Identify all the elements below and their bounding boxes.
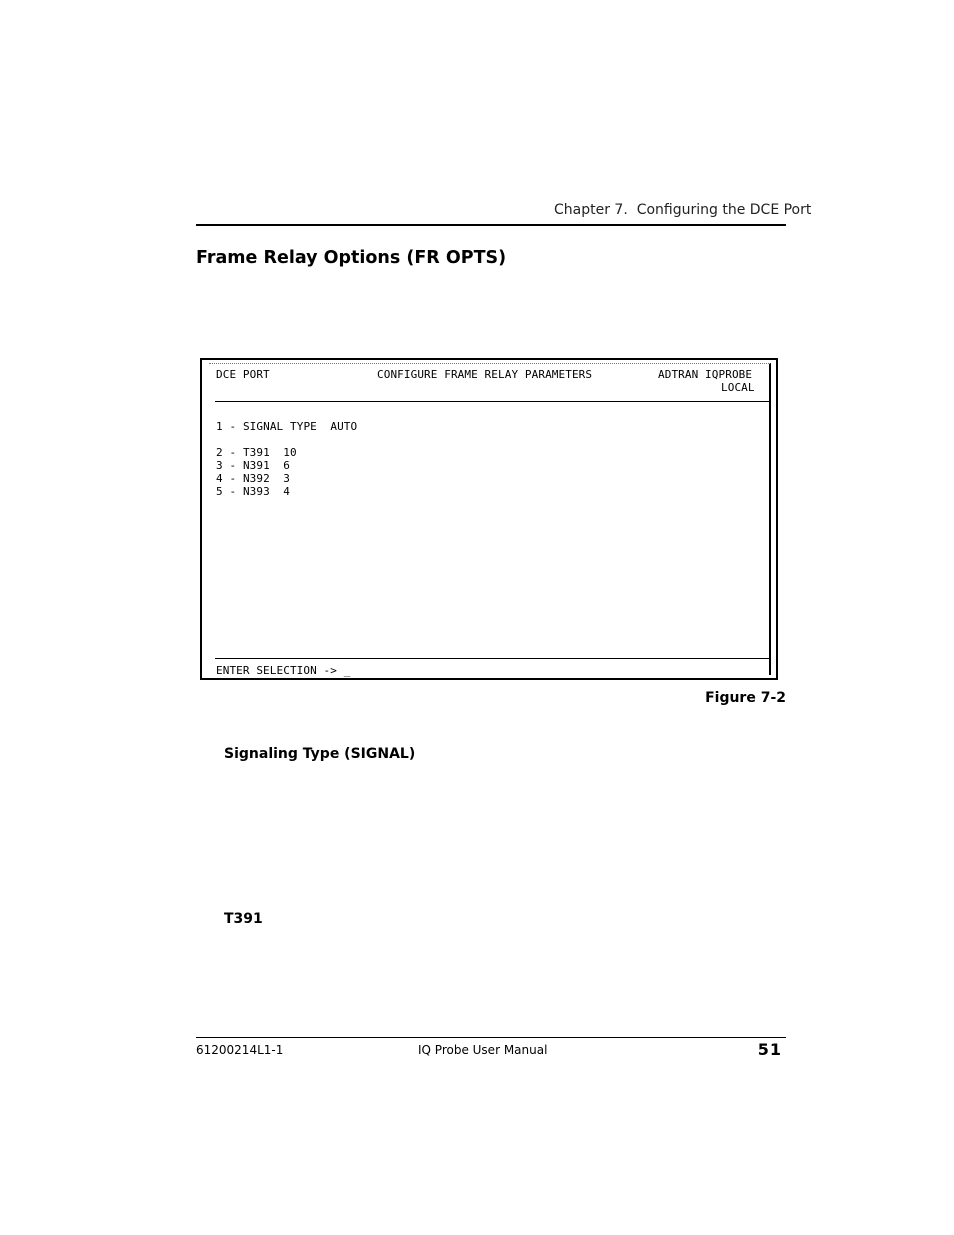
selection-prompt: ENTER SELECTION -> _ xyxy=(216,664,351,677)
running-header xyxy=(554,202,812,218)
footer-divider xyxy=(196,1037,786,1038)
terminal-frame xyxy=(209,363,771,675)
document-number: 61200214L1-1 xyxy=(196,1043,284,1057)
menu-item: 5 - N393 4 xyxy=(216,485,291,498)
terminal-right-title: ADTRAN IQPROBE xyxy=(658,368,753,381)
menu-item: 4 - N392 3 xyxy=(216,472,291,485)
subsection-title-signaling: Signaling Type (SIGNAL) xyxy=(224,746,416,762)
section-title: Frame Relay Options (FR OPTS) xyxy=(196,248,507,268)
terminal-bottom-rule xyxy=(215,658,770,659)
figure-caption: Figure 7-2 xyxy=(705,690,786,706)
terminal-center-title: CONFIGURE FRAME RELAY PARAMETERS xyxy=(377,368,593,381)
page-number: 51 xyxy=(757,1040,782,1059)
chapter-number: Chapter 7. xyxy=(554,202,628,218)
menu-item: 3 - N391 6 xyxy=(216,459,291,472)
menu-item: 1 - SIGNAL TYPE AUTO xyxy=(216,420,358,433)
terminal-top-rule xyxy=(215,401,770,402)
subsection-title-t391: T391 xyxy=(224,911,263,927)
terminal-screen xyxy=(200,358,778,680)
menu-item: 2 - T391 10 xyxy=(216,446,297,459)
chapter-title: Configuring the DCE Port xyxy=(636,202,812,218)
terminal-left-title: DCE PORT xyxy=(216,368,270,381)
manual-title: IQ Probe User Manual xyxy=(418,1043,548,1057)
header-divider xyxy=(196,224,786,226)
terminal-right-subtitle: LOCAL xyxy=(721,381,755,394)
